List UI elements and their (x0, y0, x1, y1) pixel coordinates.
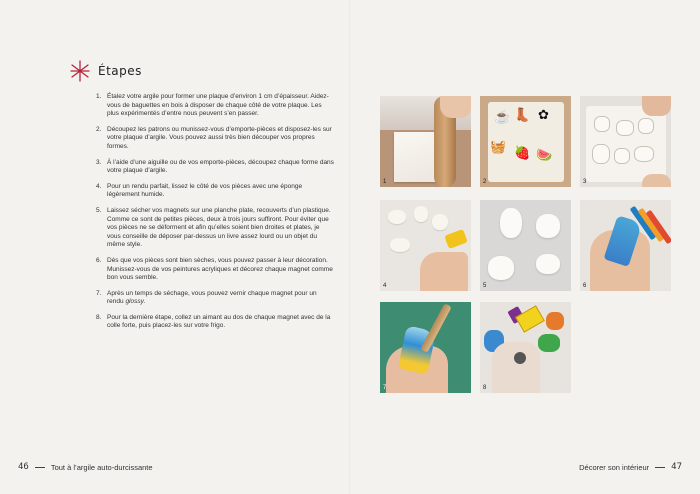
page-number-right: 47 (671, 462, 682, 472)
step-text: Laissez sécher vos magnets sur une planche plate, recouverts d’un plastique. Comme ce sont de petites pièces, deux à trois jours suffiront. Pour éviter que vos pièces ne se déforment et afin qu’elles soient bien droites et plates, je vous conseille de déposer par-dessus un livre assez lourd ou un objet du même style. (107, 206, 331, 249)
list-item (96, 314, 334, 331)
photo-number: 8 (483, 385, 487, 391)
page-number-left: 46 (18, 462, 29, 472)
step-number: 6. (96, 256, 102, 264)
photo-number: 4 (383, 283, 387, 289)
photo-number: 5 (483, 283, 487, 289)
photo-painting (580, 200, 671, 291)
photo-number: 3 (583, 179, 587, 185)
section-heading (70, 60, 142, 82)
list-item (96, 290, 334, 307)
list-item (96, 93, 334, 119)
photo-varnishing (380, 302, 471, 393)
photo-number: 1 (383, 179, 387, 185)
photo-number: 6 (583, 283, 587, 289)
emphasis-text: glossy (125, 298, 144, 306)
photo-drying-pieces (480, 200, 571, 291)
asterisk-icon (70, 60, 90, 82)
list-item (96, 126, 334, 152)
page-title: Étapes (98, 64, 142, 78)
footer-right (579, 462, 682, 472)
photo-grid (380, 96, 670, 396)
step-number: 7. (96, 289, 102, 297)
step-text: Après un temps de séchage, vous pouvez vernir chaque magnet pour un rendu glossy. (107, 289, 317, 306)
photo-templates: ☕ 👢 ✿ 🧺 🍓 🍉 2 (480, 96, 571, 187)
list-item (96, 183, 334, 200)
step-number: 2. (96, 125, 102, 133)
photo-number: 7 (383, 385, 387, 391)
step-number: 3. (96, 158, 102, 166)
step-text: Dès que vos pièces sont bien sèches, vous pouvez passer à leur décoration. Munissez-vous de vos peintures acryliques et décorez chaque magnet comme bon vous semble. (107, 256, 333, 282)
step-text: Pour la dernière étape, collez un aimant au dos de chaque magnet avec de la colle forte, puis placez-les sur votre frigo. (107, 313, 331, 330)
step-text: Découpez les patrons ou munissez-vous d’emporte-pièces et disposez-les sur votre plaque d’argile. Vous pouvez aussi très bien découper vos propres formes. (107, 125, 332, 150)
photo-gluing-magnets (480, 302, 571, 393)
list-item (96, 207, 334, 250)
step-number: 5. (96, 206, 102, 214)
step-number: 4. (96, 182, 102, 190)
divider (655, 467, 665, 468)
page-gutter (349, 0, 351, 494)
step-text: Pour un rendu parfait, lissez le côté de vos pièces avec une éponge légèrement humide. (107, 182, 303, 199)
photo-sponge-smoothing (380, 200, 471, 291)
steps-list (96, 93, 334, 338)
step-text: À l’aide d’une aiguille ou de vos emporte-pièces, découpez chaque forme dans votre plaque d’argile. (107, 158, 334, 175)
divider (35, 467, 45, 468)
step-number: 1. (96, 93, 102, 100)
list-item (96, 257, 334, 283)
chapter-title: Décorer son intérieur (579, 462, 650, 472)
photo-cutting-shapes (580, 96, 671, 187)
book-title: Tout à l’argile auto-durcissante (50, 462, 153, 472)
photo-rolling-clay (380, 96, 471, 187)
step-text: Étalez votre argile pour former une plaque d’environ 1 cm d’épaisseur. Aidez-vous de baguettes en bois à disposer de chaque côté de votre plaque. Les plus expérimentés d’entre nous peuvent s’en passer. (107, 93, 329, 118)
footer-left (18, 462, 153, 472)
list-item (96, 159, 334, 176)
photo-number: 2 (483, 179, 487, 185)
step-number: 8. (96, 313, 102, 321)
